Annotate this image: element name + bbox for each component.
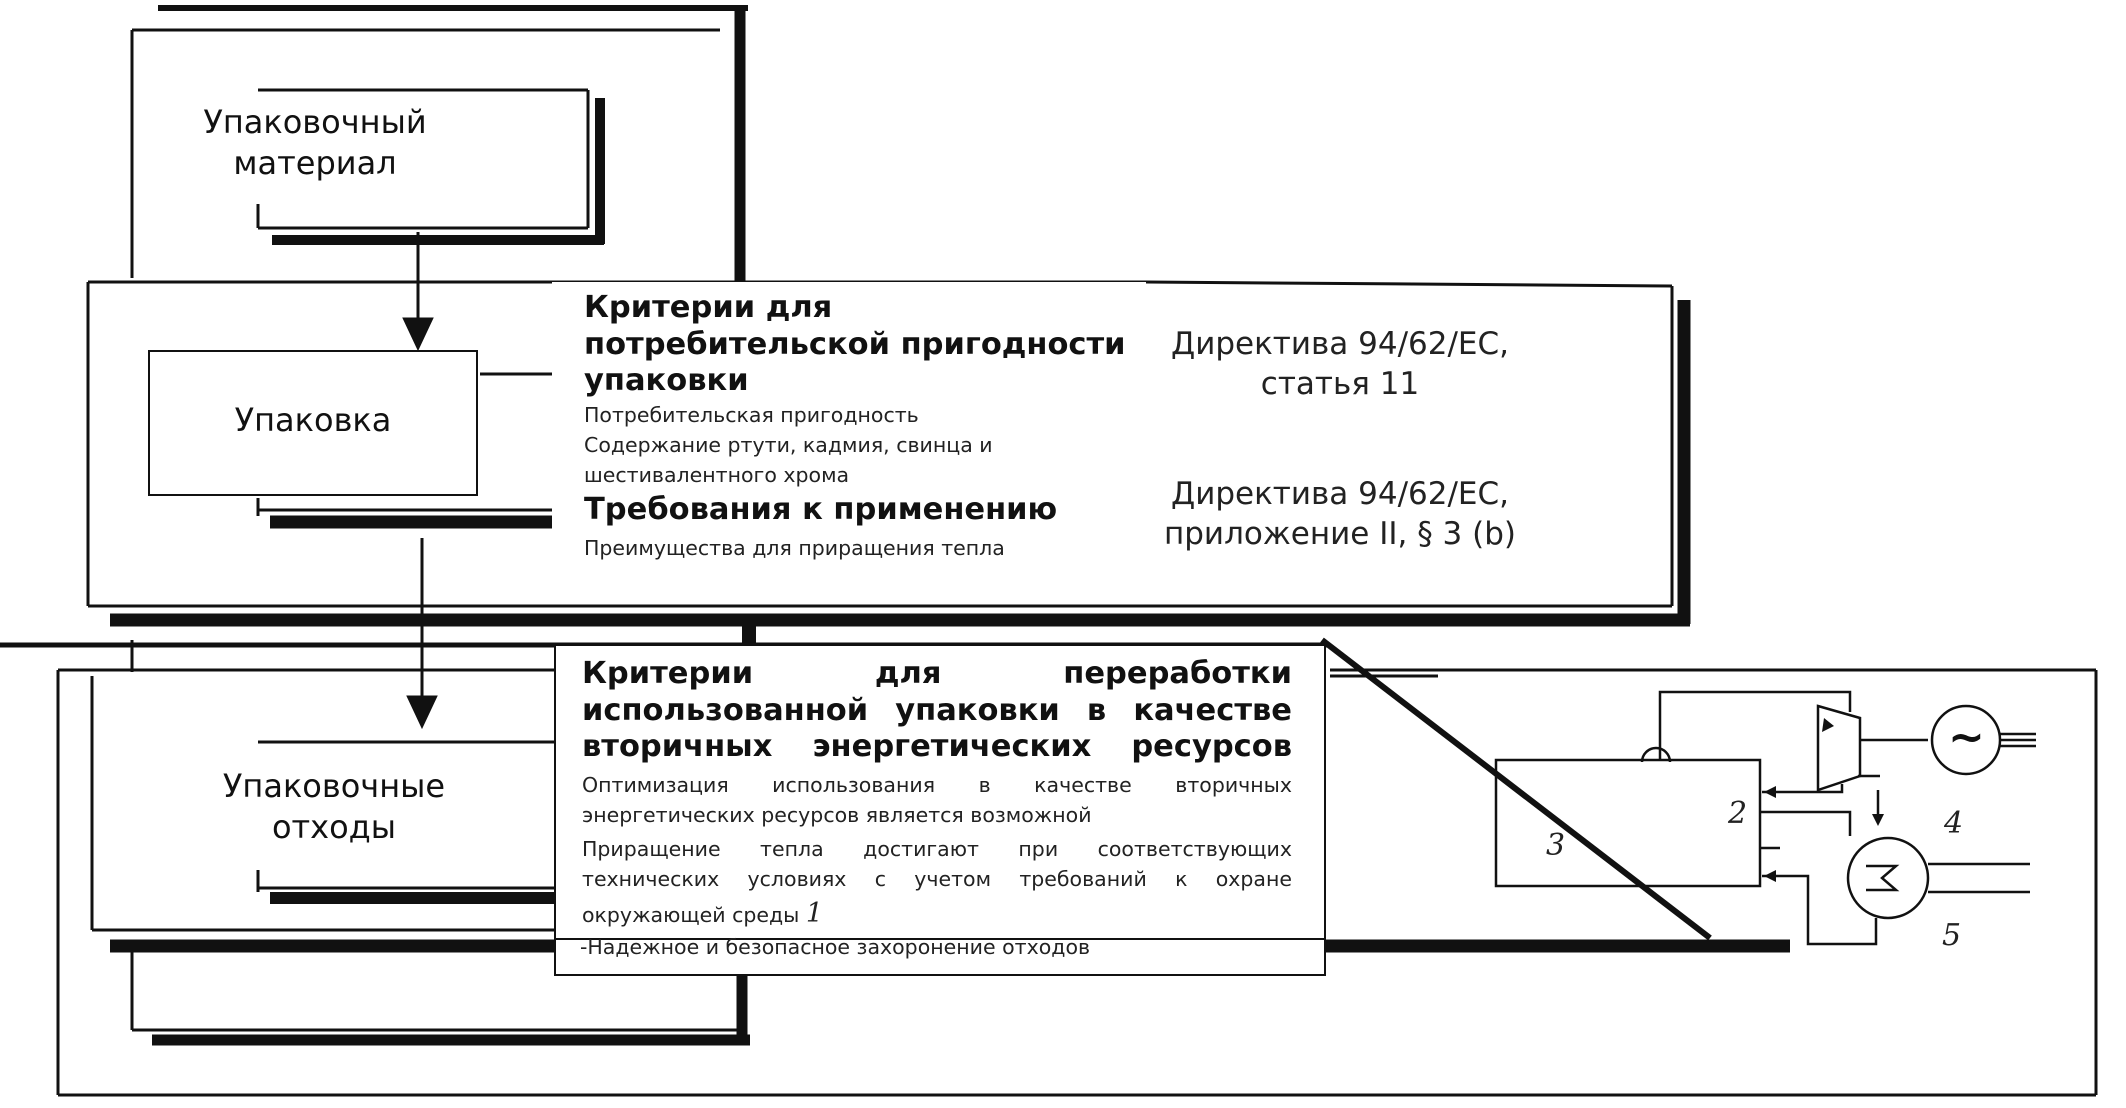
application-item-1: Преимущества для приращения тепла [584, 535, 1005, 560]
scheme-label-5: 5 [1942, 918, 1962, 953]
condenser-icon [1848, 838, 1928, 918]
recovery-item-2-marker: 1 [805, 898, 824, 930]
packaging-waste-label: Упаковочные отходы [222, 767, 446, 846]
recovery-heading: Критерии для переработки использованной упаковки в качестве вторичных энергетических ресурсов [582, 656, 1292, 765]
fitness-heading: Критерии для потребительской пригодности упаковки [584, 290, 1126, 399]
scheme-label-2: 2 [1728, 796, 1748, 831]
directive-ref-annex-ii: Директива 94/62/ЕС, приложение II, § 3 (b) [1163, 476, 1516, 553]
packaging-material-label: Упаковочный материал [203, 103, 427, 182]
packaging-label: Упаковка [234, 401, 392, 439]
recovery-item-3: -Надежное и безопасное захоронение отходов [580, 935, 1091, 959]
scheme-box-3 [1496, 760, 1760, 886]
fitness-criteria [584, 290, 1144, 563]
recovery-item-1: Оптимизация использования в качестве вторичных энергетических ресурсов является возможной [582, 772, 1292, 827]
scheme-label-4: 4 [1944, 806, 1964, 841]
fitness-item-1: Потребительская пригодность [584, 402, 919, 427]
directive-ref-article-11: Директива 94/62/ЕС, статья 11 [1170, 326, 1510, 403]
arrow-packaging-to-waste [407, 538, 437, 728]
application-heading: Требования к применению [584, 492, 1058, 528]
scheme-label-3: 3 [1546, 828, 1566, 863]
recovery-criteria [582, 656, 1292, 934]
diagonal-line [1322, 640, 1710, 938]
generator-tilde-icon: ~ [1948, 712, 1985, 763]
recovery-item-2-text: Приращение тепла достигают при соответствующих технических условиях с учетом требований к охране окружающей среды [582, 837, 1292, 928]
fitness-item-2: Содержание ртути, кадмия, свинца и шестивалентного хрома [584, 432, 993, 488]
scheme-arrowheads [1764, 718, 1884, 882]
recovery-item-2 [582, 834, 1292, 934]
arrow-material-to-packaging [403, 232, 433, 350]
